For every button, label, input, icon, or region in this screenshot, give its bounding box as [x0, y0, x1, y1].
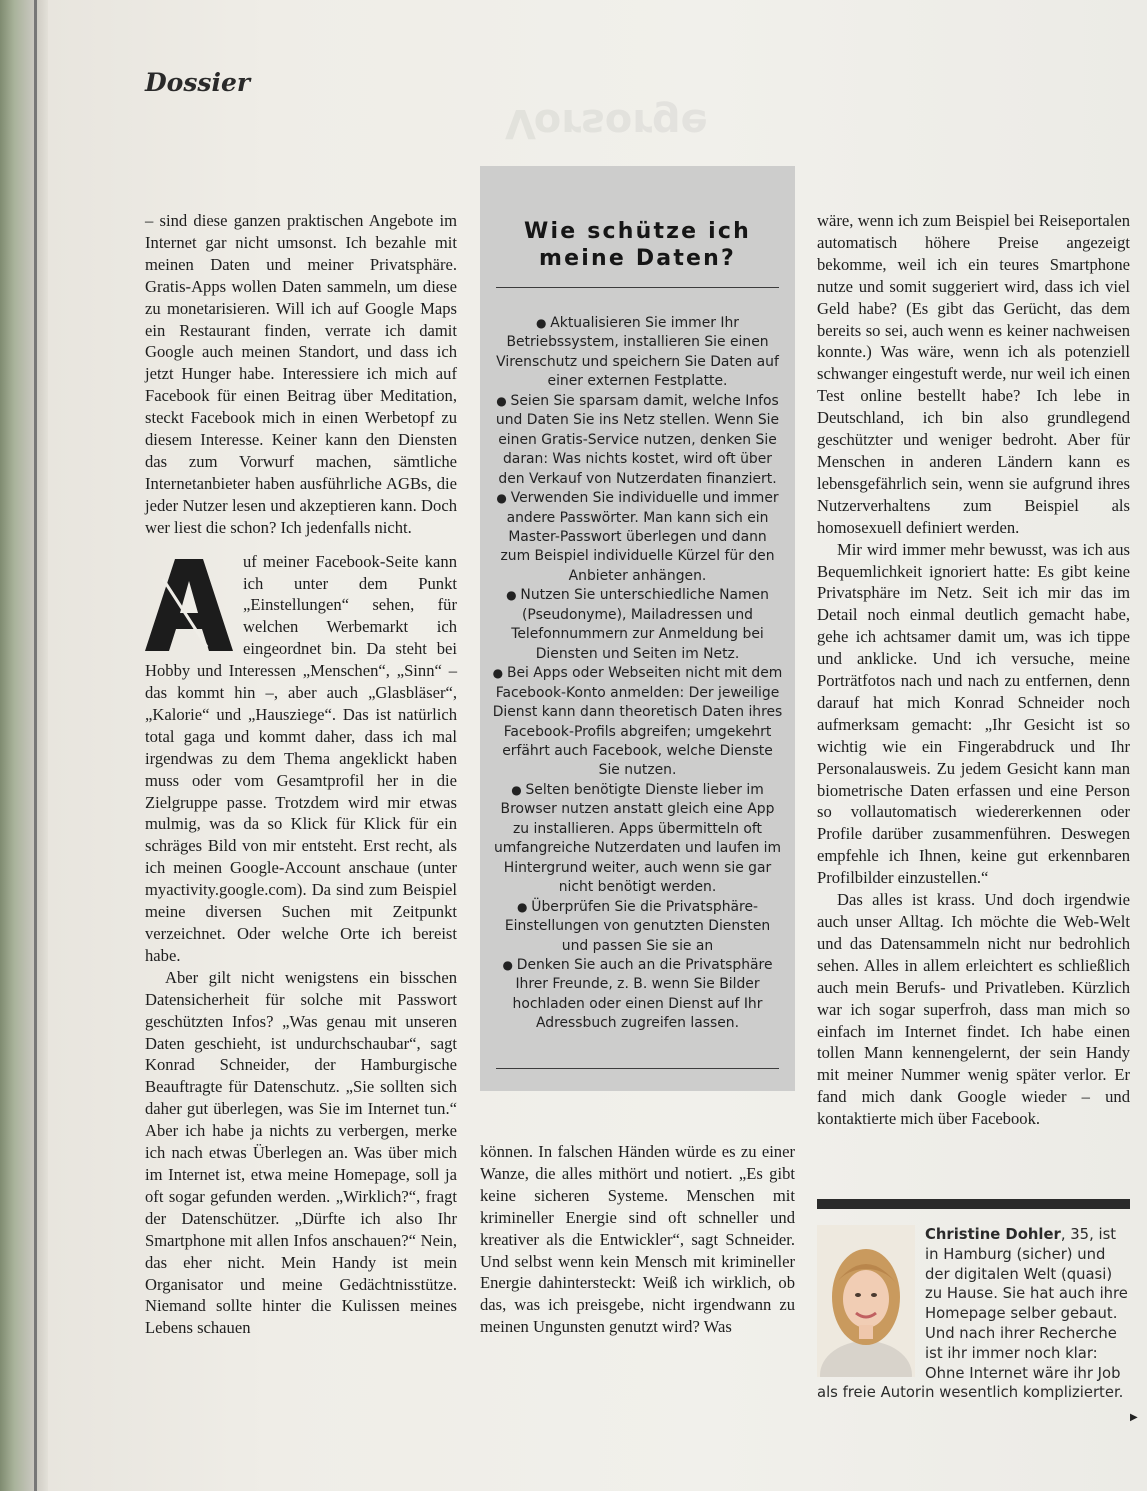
tips-list-item: ● Aktualisieren Sie immer Ihr Betriebssystem, installieren Sie einen Virenschutz und speichern Sie Daten auf einer externen Festplatte. [492, 314, 783, 392]
spine-edge [34, 0, 37, 1491]
tips-rule-top [496, 287, 779, 288]
article-paragraph-text: uf meiner Facebook-Seite kann ich unter dem Punkt „Einstellungen“ sehen, für welchen Werbemarkt ich eingeordnet bin. Da steht bei Hobby und Interessen „Menschen“, „Sinn“ – das kommt hin –, aber auch „Glasbläser“, „Kalorie“ und „Hausziege“. Das ist natürlich total gaga und kommt daher, dass ich mal irgendwas zu dem Thema angeklickt haben muss oder vom Gesamtprofil her in die Zielgruppe passe. Trotzdem wird mir etwas mulmig, was da so Klick für Klick für ein schräges Bild von mir entsteht. Erst recht, als ich meinen Google-Account anschaue (unter myactivity.google.com). Da sind zum Beispiel meine diversen Suchen mit Zeitpunkt verzeichnet. Oder welche Orte ich bereist habe. [145, 551, 457, 965]
article-paragraph: – sind diese ganzen praktischen Angebote im Internet gar nicht umsonst. Ich bezahle mit meinen Daten und meiner Privatsphäre. Gratis-Apps wollen Daten sammeln, um diese zu monetarisieren. Will ich auf Google Maps ein Restaurant finden, verrate ich damit Google auch meinen Standort, und dass ich jetzt Hunger habe. Interessiere ich mich auf Facebook für einen Beitrag über Meditation, steckt Facebook mich in einen Werbetopf zu diesem Interesse. Keiner kann den Diensten das zum Vorwurf machen, sämtliche Internetanbieter haben ausführliche AGBs, die jeder Nutzer lesen und akzeptieren kann. Doch wer liest die schon? Ich jedenfalls nicht. [145, 211, 457, 537]
tips-rule-bottom [496, 1068, 779, 1069]
article-paragraph: können. In falschen Händen würde es zu einer Wanze, die alles mithört und notiert. „Es gibt keine sicheren Systeme. Menschen mit krimineller Energie sind oft schneller und kreativer als die Entwickler“, sagt Schneider. Und selbst wenn kein Mensch mit krimineller Energie dahintersteckt: Weiß ich wirklich, ob das, was ich preisgebe, nicht irgendwann zu meinen Ungunsten genutzt wird? Was [480, 1142, 795, 1337]
author-bio [817, 1225, 1130, 1403]
tips-list-item: ● Verwenden Sie individuelle und immer andere Passwörter. Man kann sich ein Master-Passwort überlegen und dann zum Beispiel individuelle Kürzel für den Anbieter anhängen. [492, 489, 783, 586]
article-paragraph: Mir wird immer mehr bewusst, was ich aus Bequemlichkeit ignoriert hatte: Es gibt keine Privatsphäre im Netz. Seit ich mir das im Detail noch einmal deutlich gemacht habe, gehe ich achtsamer damit um, was ich tippe und anklicke. Und ich versuche, meine Porträtfotos nach und nach zu entfernen, denn darauf hat mich Konrad Schneider noch aufmerksam gemacht: „Ihr Gesicht ist so wichtig wie ein Fingerabdruck und Ihr Personalausweis. Zu jedem Gesicht kann man biometrische Daten erfassen und eine Person so vollautomatisch wiedererkennen oder Profile darüber zusammenführen. Deswegen empfehle ich Ihnen, keine gut erkennbaren Profilbilder einzustellen.“ [817, 539, 1130, 888]
article-column-right [817, 210, 1130, 1130]
article-paragraph: Aber gilt nicht wenigstens ein bisschen Datensicherheit für solche mit Passwort geschützten Infos? „Was genau mit unseren Daten geschieht, ist undurchschaubar“, sagt Konrad Schneider, der Hamburgische Beauftragte für Datenschutz. „Sie sollten sich daher gut überlegen, was Sie im Internet tun.“ Aber ich habe ja nichts zu verbergen, merke ich nach etwas Überlegen an. Was über mich im Internet ist, etwa meine Homepage, soll ja oft sogar gefunden werden. „Wirklich?“, fragt der Datenschützer. „Dürfte ich also Ihr Smartphone mit allen Infos anschauen?“ Nein, das eher nicht. Mein Handy ist mein Organisator und meine Gedächtnisstütze. Niemand sollte hinter die Kulissen meines Lebens schauen [145, 967, 457, 1338]
tips-box-title [480, 218, 795, 272]
tips-list [492, 314, 783, 1034]
tips-box [480, 166, 795, 1091]
author-name: Christine Dohler [925, 1226, 1061, 1243]
page-spine [0, 0, 48, 1491]
article-paragraph: Das alles ist krass. Und doch irgendwie auch unser Alltag. Ich möchte die Web-Welt und das Datensammeln nicht nur bedrohlich sehen. Alles in allem erleichtert es schließlich auch mein Berufs- und Privatleben. Kürzlich war ich sogar superfroh, dass man mich so einfach im Internet findet. Ich habe einen tollen Mann kennengelernt, der sein Handy mit meiner Nummer wenig später verlor. Er fand mich dank Google wieder – und kontaktierte mich über Facebook. [817, 890, 1130, 1129]
article-paragraph: wäre, wenn ich zum Beispiel bei Reiseportalen automatisch höhere Preise angezeigt bekomme, weil ich ein teures Smartphone nutze und somit suggeriert wird, dass ich viel Geld habe? (Es gibt das Gerücht, das dem bereits so sei, auch wenn es keiner nachweisen konnte.) Was wäre, wenn ich als potenziell schwanger eingestuft werde, nur weil ich einen Test online bestellt habe? Ich lebe in Deutschland, ich bin also grundlegend geschützter und weniger bedroht. Aber für Menschen in anderen Ländern kann es lebensgefährlich sein, wenn sie aufgrund ihres Nutzerverhaltens zum Beispiel als homosexuell definiert werden. [817, 211, 1130, 537]
continue-arrow-icon: ▶ [1130, 1412, 1138, 1423]
bio-divider-bar [817, 1199, 1130, 1209]
author-bio-text: , 35, ist in Hamburg (sicher) und der digitalen Welt (quasi) zu Hause. Sie hat auch ihre Homepage selber gebaut. Und nach ihrer Recherche ist ihr immer noch klar: Ohne Internet wäre ihr Job als freie Autorin wesentlich komplizierter. [817, 1226, 1128, 1402]
tips-title-line: meine Daten? [539, 246, 736, 271]
tips-title-line: Wie schütze ich [524, 219, 751, 244]
tips-list-item: ● Denken Sie auch an die Privatsphäre Ihrer Freunde, z. B. wenn Sie Bilder hochladen oder einen Dienst auf Ihr Adressbuch zugreifen lassen. [492, 956, 783, 1034]
tips-list-item: ● Selten benötigte Dienste lieber im Browser nutzen anstatt gleich eine App zu installieren. Apps übermitteln oft umfangreiche Nutzerdaten und laufen im Hintergrund weiter, auch wenn sie gar nicht benötigt werden. [492, 781, 783, 898]
section-title: Dossier [145, 68, 251, 97]
dropcap-a-icon [145, 559, 233, 651]
tips-list-item: ● Bei Apps oder Webseiten nicht mit dem Facebook-Konto anmelden: Der jeweilige Dienst kann dann theoretisch Daten ihres Facebook-Profils abgreifen; umgekehrt erfährt auch Facebook, welche Dienste Sie nutzen. [492, 664, 783, 781]
article-paragraph-dropcap [145, 551, 457, 967]
article-column-left [145, 210, 457, 1339]
tips-list-item: ● Nutzen Sie unterschiedliche Namen (Pseudonyme), Mailadressen und Telefonnummern zur Anmeldung bei Diensten und Seiten im Netz. [492, 586, 783, 664]
show-through-text: Vorsorge [505, 100, 708, 146]
tips-list-item: ● Überprüfen Sie die Privatsphäre-Einstellungen von genutzten Diensten und passen Sie sie an [492, 898, 783, 956]
article-column-middle [480, 1141, 795, 1338]
tips-list-item: ● Seien Sie sparsam damit, welche Infos und Daten Sie ins Netz stellen. Wenn Sie einen Gratis-Service nutzen, denken Sie daran: Was nichts kostet, wird oft über den Verkauf von Nutzerdaten finanziert. [492, 392, 783, 489]
